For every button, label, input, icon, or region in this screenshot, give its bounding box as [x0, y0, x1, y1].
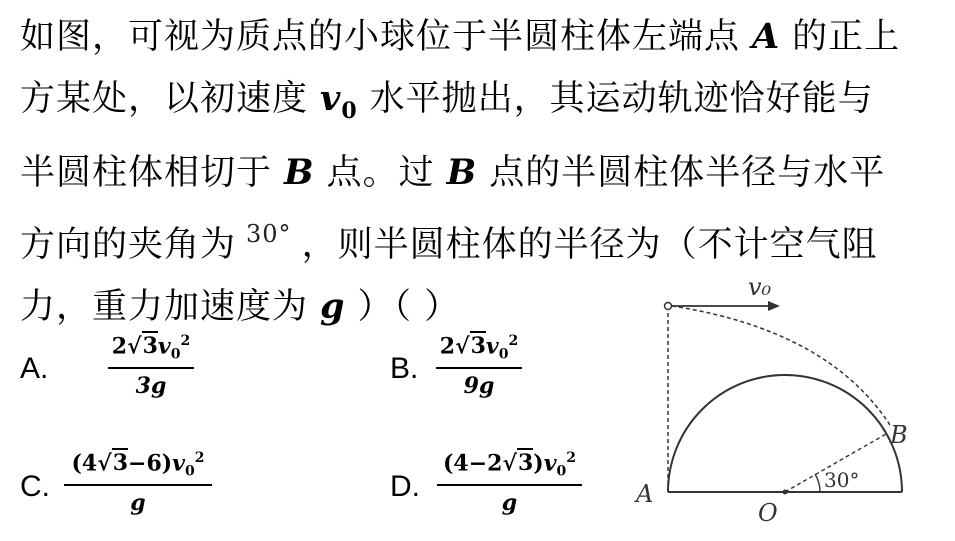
semicircle-arc: [668, 375, 902, 492]
v-symbol: v: [543, 450, 557, 477]
sqrt-radicand: 3: [517, 450, 534, 477]
g-symbol: g: [320, 286, 346, 327]
point-b-label: B: [284, 152, 315, 193]
point-a-label: A: [752, 16, 781, 57]
v-exponent: 2: [508, 333, 519, 349]
option-d-letter: D.: [390, 470, 420, 503]
text-segment: 点。过: [326, 153, 435, 193]
option-d-numerator: $(4-2√3)v_0^2$: [443, 450, 576, 480]
option-d-fraction: [437, 450, 582, 516]
figure-drawing: [665, 301, 903, 495]
option-a-letter: A.: [20, 352, 49, 385]
option-d-denominator: g: [437, 484, 582, 516]
v-symbol: v: [485, 333, 499, 360]
text-segment: 水平抛出，其运动轨迹恰好能与: [369, 79, 874, 119]
numerator-open: (4: [71, 450, 98, 477]
v-exponent: 2: [180, 333, 191, 349]
v0-subscript: 0: [341, 98, 358, 124]
coefficient: 2: [111, 333, 128, 360]
text-segment: 点的半圆柱体半径与水平: [489, 153, 886, 193]
coefficient: 2: [439, 333, 456, 360]
v-subscript: 0: [498, 346, 509, 363]
text-segment: ）（ ）: [357, 287, 461, 327]
text-segment: ，则半圆柱体的半径为（不计空气阻: [301, 225, 878, 265]
v-subscript: 0: [556, 463, 567, 480]
v-symbol: v: [157, 333, 171, 360]
v-exponent: 2: [194, 450, 205, 466]
ball-dot: [665, 303, 672, 310]
option-a-denominator: 3g: [108, 367, 194, 399]
figure-label-angle: 30°: [824, 468, 860, 492]
velocity-arrow-head: [768, 301, 780, 311]
numerator-close: ): [533, 450, 544, 477]
question-line-1: [20, 6, 935, 68]
question-line-2: [20, 68, 935, 142]
text-segment: 方向的夹角为: [20, 225, 237, 265]
text-segment: 的正上: [792, 17, 901, 57]
figure-label-v0: v₀: [748, 275, 772, 301]
text-segment: 如图，可视为质点的小球位于半圆柱体左端点: [20, 17, 741, 57]
text-segment: 方某处，以初速度: [20, 79, 309, 119]
numerator-open: (4−2: [443, 450, 503, 477]
option-a-fraction: [108, 333, 194, 399]
option-b-fraction: [436, 333, 522, 399]
center-o-dot: [783, 490, 788, 495]
text-segment: 半圆柱体相切于: [20, 153, 273, 193]
option-a-numerator: $2√3v_0^2$: [111, 333, 191, 363]
option-b-denominator: 9g: [436, 367, 522, 399]
option-c-letter: C.: [20, 470, 50, 503]
sqrt-radicand: 3: [112, 450, 129, 477]
option-c-fraction: [64, 450, 212, 516]
question-line-3: [20, 142, 935, 204]
v-subscript: 0: [170, 346, 181, 363]
figure-label-b: B: [890, 421, 908, 449]
option-b-letter: B.: [390, 352, 419, 385]
sqrt-radicand: 3: [470, 333, 486, 360]
figure-label-a: A: [636, 480, 654, 508]
option-c-numerator: $(4√3-6)v_0^2$: [71, 450, 205, 480]
v0-base: v: [320, 78, 342, 119]
question-line-4: [20, 204, 935, 276]
v-exponent: 2: [566, 450, 576, 466]
figure-label-o: O: [758, 499, 778, 527]
angle-value: 30°: [246, 220, 292, 248]
numerator-close: −6): [128, 450, 173, 477]
point-b-label-2: B: [446, 152, 478, 193]
option-c-denominator: g: [64, 484, 212, 516]
text-segment: 力，重力加速度为: [20, 287, 309, 327]
option-b-numerator: $2√3v_0^2$: [439, 333, 519, 363]
sqrt-radicand: 3: [142, 333, 158, 360]
v-symbol: v: [172, 450, 185, 477]
v0-symbol: [320, 78, 358, 124]
v-subscript: 0: [184, 463, 195, 480]
projectile-semicylinder-figure: [628, 275, 928, 537]
angle-arc: [815, 474, 820, 492]
